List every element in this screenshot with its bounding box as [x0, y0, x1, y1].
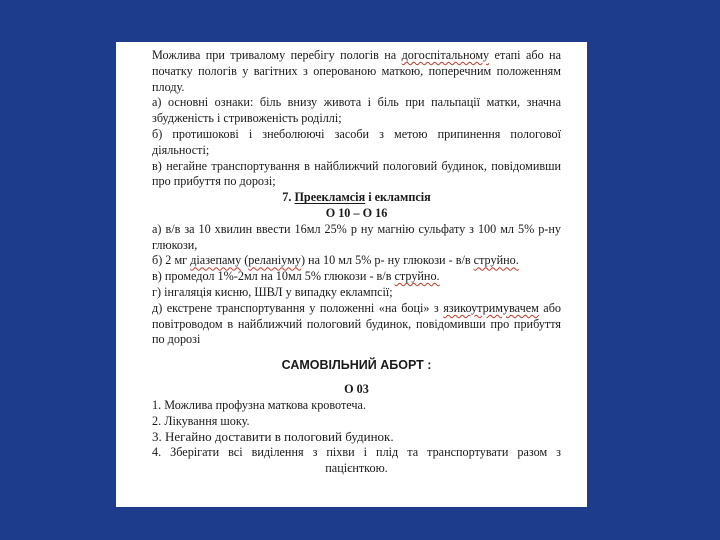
abortion-item-1: 1. Можлива профузна маткова кровотеча. — [152, 397, 366, 412]
section7-title-word: Преекламсія — [294, 190, 366, 205]
document-page — [116, 42, 587, 507]
item-a: а) основні ознаки: біль внизу живота і біль при пальпації матки, значна збудженість і стривоженість роділлі; — [152, 95, 561, 126]
item-v: в) негайне транспортування в найближчий пологовий будинок, повідомивши про прибуття по дорозі; — [152, 158, 561, 189]
item-b: б) протишокові і знеболюючі засоби з метою припинення пологової діяльності; — [152, 126, 561, 157]
s7d-1: д) екстрене транспортування у положенні «на боці» з — [152, 300, 444, 315]
s7d-2: язикоутримувачем — [443, 300, 539, 315]
intro-paragraph — [152, 48, 561, 95]
section7-item-d — [152, 301, 561, 348]
intro-text-3: етапі або на початку пологів у вагітних з оперованою маткою, поперечним положенням плоду. — [152, 48, 561, 94]
intro-text-2: догоспітальному — [401, 48, 490, 62]
s7b-6: струйно. — [473, 253, 519, 268]
section7-item-b — [152, 253, 561, 269]
s7b-2: діазепаму — [190, 253, 242, 268]
section7-item-g: г) інгаляція кисню, ШВЛ у випадку еклампсії; — [152, 284, 393, 299]
section7-title-num: 7. — [282, 190, 295, 205]
abortion-code: О 03 — [344, 381, 369, 396]
abortion-item-3: 3. Негайно доставити в пологовий будинок. — [152, 429, 394, 445]
section7-title-rest: і еклампсія — [365, 190, 431, 205]
section7-code: О 10 – О 16 — [325, 205, 388, 220]
s7b-1: б) 2 мг — [152, 253, 191, 268]
intro-text-1: Можлива при тривалому перебігу пологів на — [152, 48, 402, 62]
s7d-3: або повітроводом в найближчий пологовий будинок, повідомивши про прибуття по дорозі — [152, 300, 561, 347]
s7v-1: в) промедол 1%-2мл на 10мл 5% глюкози - в/в — [152, 269, 395, 284]
section7-title — [152, 190, 561, 206]
abortion-title: САМОВІЛЬНИЙ АБОРТ : — [281, 358, 432, 373]
s7b-4: реланіуму — [248, 253, 301, 268]
section7-item-a: а) в/в за 10 хвилин ввести 16мл 25% р ну магнію сульфату з 100 мл 5% р-ну глюкози, — [152, 221, 561, 252]
abortion-item-4: 4. Зберігати всі виділення з піхви і плід та транспортувати разом з пацієнткою. — [152, 445, 561, 475]
s7v-2: струйно. — [394, 269, 440, 284]
abortion-item-2: 2. Лікування шоку. — [152, 413, 250, 428]
s7b-5: ) на 10 мл 5% р- ну глюкози - в/в — [300, 253, 474, 268]
section7-item-v — [152, 269, 561, 285]
s7b-3: ( — [241, 253, 249, 268]
